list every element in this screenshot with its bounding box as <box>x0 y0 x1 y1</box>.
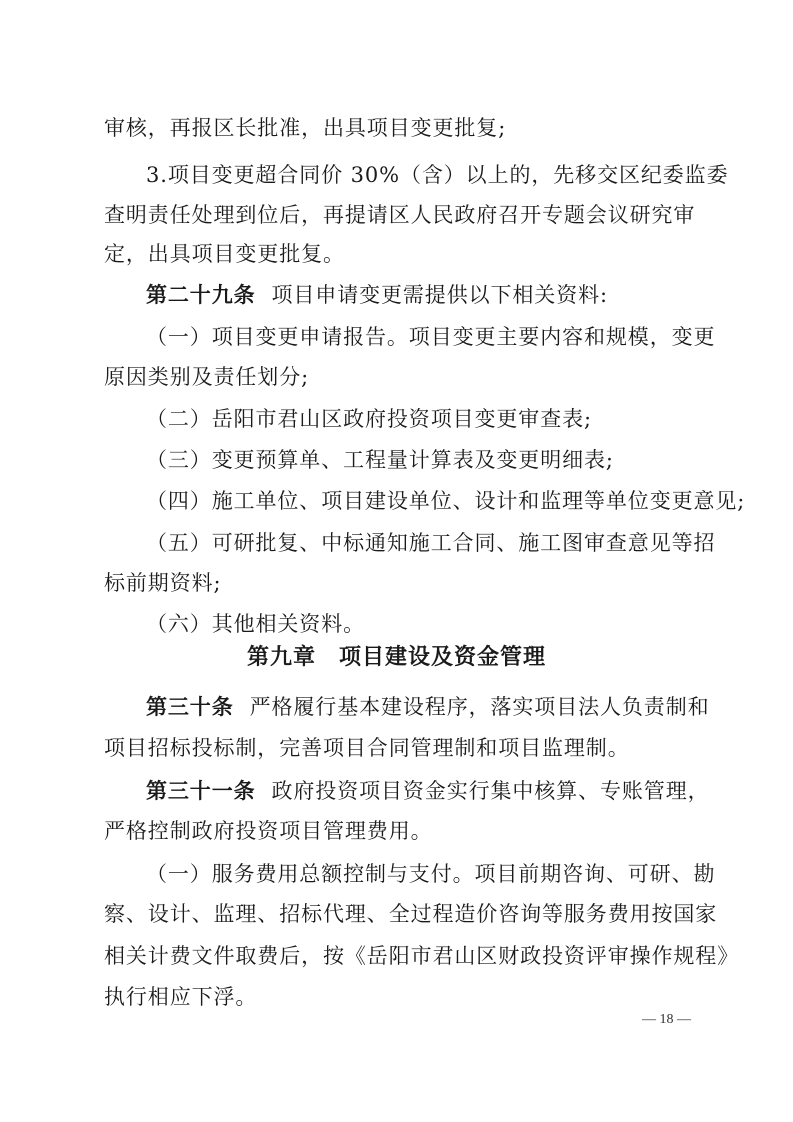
text-line: 标前期资料; <box>104 571 222 595</box>
chapter-title: 第九章 项目建设及资金管理 <box>246 645 546 670</box>
text-line: 审核，再报区长批准，出具项目变更批复; <box>104 116 507 140</box>
article-number: 第三十条 <box>146 695 234 719</box>
article-line: 第三十条 严格履行基本建设程序，落实项目法人负责制和 <box>146 695 710 719</box>
article-number: 第二十九条 <box>146 283 256 307</box>
text-line: 严格控制政府投资项目管理费用。 <box>104 819 433 843</box>
text-line: 查明责任处理到位后，再提请区人民政府召开专题会议研究审 <box>104 203 696 227</box>
text-line: 执行相应下浮。 <box>104 985 258 1009</box>
text-line: （二）岳阳市君山区政府投资项目变更审查表; <box>146 407 592 431</box>
text-line: 3.项目变更超合同价 30%（含）以上的，先移交区纪委监委 <box>146 163 729 187</box>
text-line: 定，出具项目变更批复。 <box>104 242 345 266</box>
article-line: 第二十九条 项目申请变更需提供以下相关资料: <box>146 283 608 307</box>
text-line: （六）其他相关资料。 <box>146 612 365 636</box>
text-line: （四）施工单位、项目建设单位、设计和监理等单位变更意见; <box>146 489 746 513</box>
article-line: 第三十一条 政府投资项目资金实行集中核算、专账管理， <box>146 779 710 803</box>
text-line: （一）服务费用总额控制与支付。项目前期咨询、可研、勘 <box>146 862 716 886</box>
text-line: 项目招标投标制，完善项目合同管理制和项目监理制。 <box>104 736 630 760</box>
article-number: 第三十一条 <box>146 779 256 803</box>
text-line: 察、设计、监理、招标代理、全过程造价咨询等服务费用按国家 <box>104 902 718 926</box>
text-line: （五）可研批复、中标通知施工合同、施工图审查意见等招 <box>146 531 716 555</box>
page-number: — 18 — <box>642 1012 691 1027</box>
text-line: 相关计费文件取费后，按《岳阳市君山区财政投资评审操作规程》 <box>104 944 740 968</box>
text-line: 原因类别及责任划分; <box>104 365 310 389</box>
text-line: （一）项目变更申请报告。项目变更主要内容和规模，变更 <box>146 325 716 349</box>
text-line: （三）变更预算单、工程量计算表及变更明细表; <box>146 448 614 472</box>
